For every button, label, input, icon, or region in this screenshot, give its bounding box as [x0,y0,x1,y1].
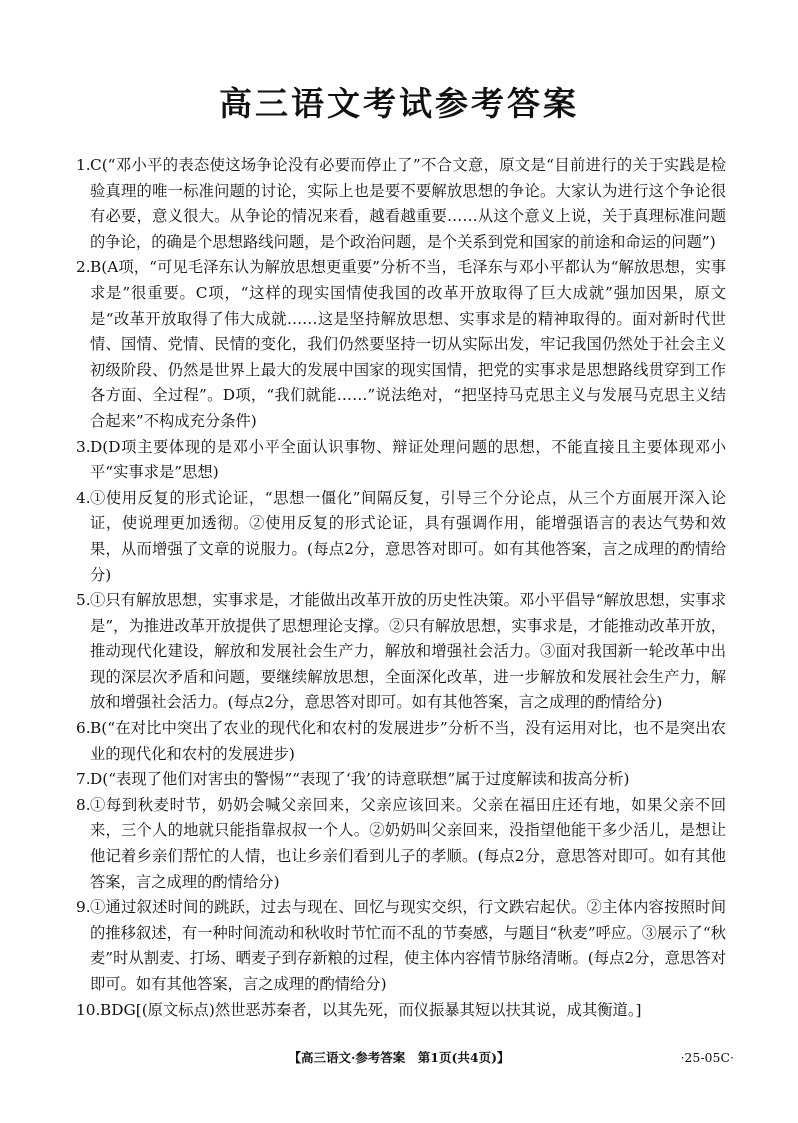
footer-page-info: 【高三语文·参考答案 第1页(共4页)】 [288,1050,510,1065]
answer-text: D(D项主要体现的是邓小平全面认识事物、辩证处理问题的思想，不能直接且主要体现邓小平“实事求是”思想) [90,437,726,482]
answer-number: 3. [76,437,91,456]
answer-number: 10. [76,1000,101,1019]
answer-item-2 [76,255,726,434]
answer-number: 8. [76,795,91,814]
answer-list [76,153,726,1023]
answer-item-4 [76,486,726,588]
page-footer [0,1047,798,1069]
answer-text: ①只有解放思想，实事求是，才能做出改革开放的历史性决策。邓小平倡导“解放思想，实事求是”，为推进改革开放提供了思想理论支撑。②只有解放思想，实事求是，才能推动改革开放，推动现代化建设，解放和发展社会生产力，解放和增强社会活力。③面对我国新一轮改革中出现的深层次矛盾和问题，要继续解放思想，全面深化改革，进一步解放和发展社会生产力，解放和增强社会活力。(每点2分，意思答对即可。如有其他答案，言之成理的酌情给分) [90,591,726,712]
answer-number: 4. [76,488,91,507]
answer-number: 5. [76,591,91,610]
answer-text: C(“邓小平的表态使这场争论没有必要而停止了”不合文意，原文是“目前进行的关于实践是检验真理的唯一标准问题的讨论，实际上也是要不要解放思想的争论。大家认为进行这个争论很有必要，意义很大。从争论的情况来看，越看越重要……从这个意义上说，关于真理标准问题的争论，的确是个思想路线问题，是个政治问题，是个关系到党和国家的前途和命运的问题”) [90,156,726,251]
answer-item-9 [76,895,726,997]
answer-item-8 [76,793,726,895]
answer-text: ①通过叙述时间的跳跃，过去与现在、回忆与现实交织，行文跌宕起伏。②主体内容按照时间的推移叙述，有一种时间流动和秋收时节忙而不乱的节奏感，与题目“秋麦”呼应。③展示了“秋麦”时从割麦、打场、晒麦子到存新粮的过程，使主体内容情节脉络清晰。(每点2分，意思答对即可。如有其他答案，言之成理的酌情给分) [90,898,726,993]
answer-number: 6. [76,719,91,738]
answer-text: ①每到秋麦时节，奶奶会喊父亲回来，父亲应该回来。父亲在福田庄还有地，如果父亲不回来，三个人的地就只能指靠叔叔一个人。②奶奶叫父亲回来，没指望他能干多少活儿，是想让他记着乡亲们帮忙的人情，也让乡亲们看到儿子的孝顺。(每点2分，意思答对即可。如有其他答案，言之成理的酌情给分) [90,795,726,891]
answer-item-6 [76,716,726,767]
answer-text: BDG[(原文标点)然世恶苏秦者，以其先死，而仪振暴其短以扶其说，成其衡道。] [100,1000,642,1019]
answer-text: D(“表现了他们对害虫的警惕”“表现了‘我’的诗意联想”属于过度解读和拔高分析) [90,770,630,789]
answer-text: ①使用反复的形式论证，“思想一僵化”间隔反复，引导三个分论点，从三个方面展开深入论证，使说理更加透彻。②使用反复的形式论证，具有强调作用，能增强语言的表达气势和效果，从而增强了文章的说服力。(每点2分，意思答对即可。如有其他答案，言之成理的酌情给分) [90,488,726,584]
answer-item-7 [76,767,726,793]
answer-item-10 [76,998,726,1024]
answer-text: B(A项，“可见毛泽东认为解放思想更重要”分析不当，毛泽东与邓小平都认为“解放思想，实事求是”很重要。C项，“这样的现实国情使我国的改革开放取得了巨大成就”强加因果，原文是“改革开放取得了伟大成就……这是坚持解放思想、实事求是的精神取得的。面对新时代世情、国情、党情、民情的变化，我们仍然要坚持一切从实际出发，牢记我国仍然处于社会主义初级阶段、仍然是世界上最大的发展中国家的现实国情，把党的实事求是思想路线贯穿到工作各方面、全过程”。D项，“我们就能……”说法绝对，“把坚持马克思主义与发展马克思主义结合起来”不构成充分条件) [90,258,726,430]
answer-number: 9. [76,898,91,917]
footer-paper-code: ·25-05C· [680,1050,734,1065]
answer-item-3 [76,435,726,486]
answer-number: 1. [76,156,91,174]
answer-text: B(“在对比中突出了农业的现代化和农村的发展进步”分析不当，没有运用对比，也不是突出农业的现代化和农村的发展进步) [90,719,726,763]
answer-number: 7. [76,770,91,789]
answer-item-1 [76,153,726,255]
page-title: 高三语文考试参考答案 [219,84,579,123]
answer-number: 2. [76,258,91,277]
answer-item-5 [76,588,726,716]
